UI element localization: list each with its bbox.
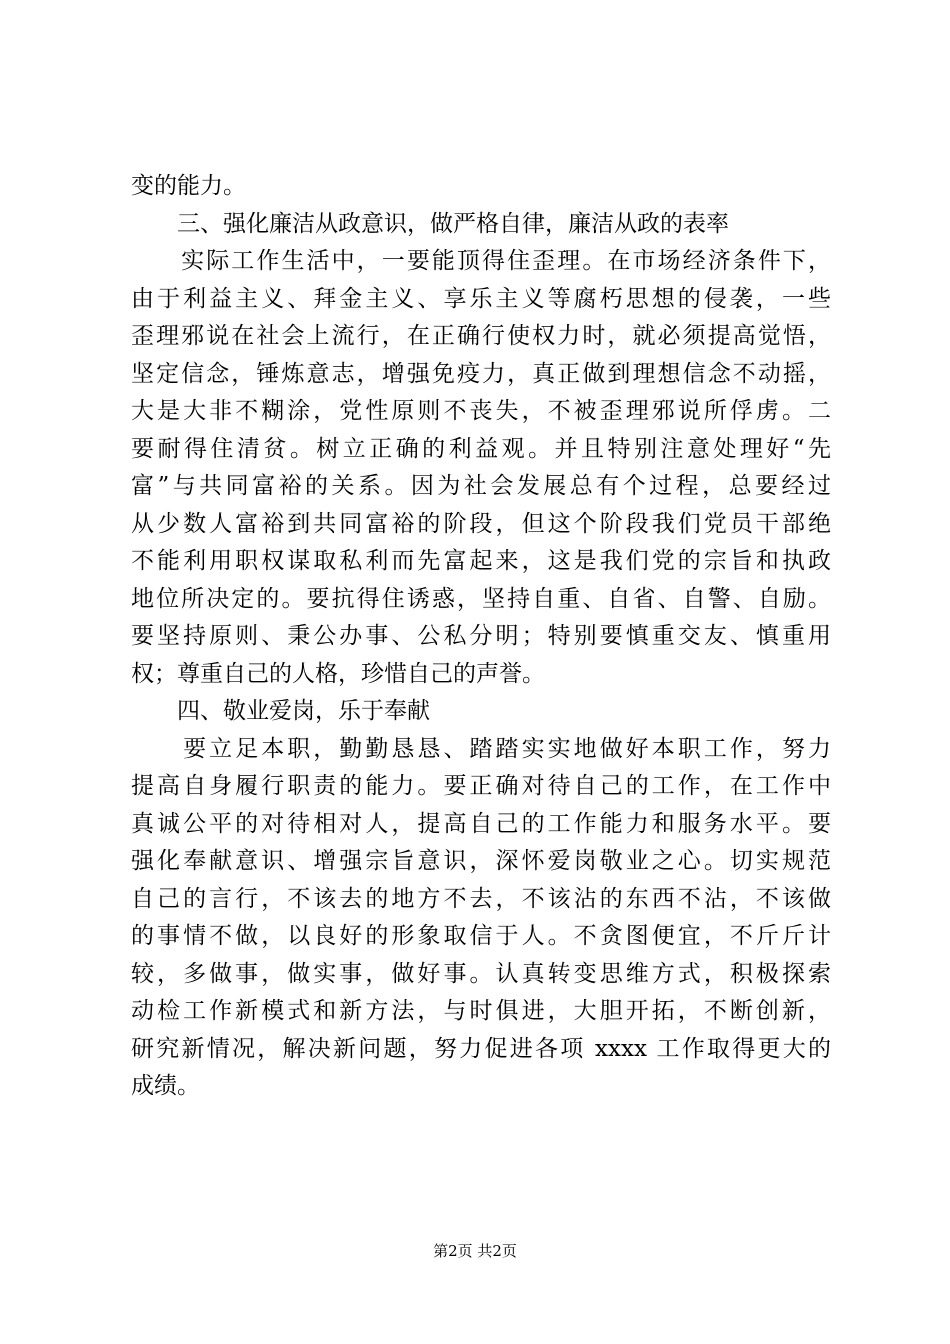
text-line: 要耐得住清贫。树立正确的利益观。并且特别注意处理好“先 bbox=[131, 435, 831, 462]
text-line: 动检工作新模式和新方法，与时俱进，大胆开拓，不断创新， bbox=[131, 998, 831, 1024]
text-line: 较，多做事，做实事，做好事。认真转变思维方式，积极探索 bbox=[131, 960, 831, 987]
text-line: 成绩。 bbox=[131, 1073, 200, 1099]
text-line: 歪理邪说在社会上流行，在正确行使权力时，就必须提高觉悟， bbox=[131, 323, 831, 349]
text-line: 三、强化廉洁从政意识，做严格自律，廉洁从政的表率 bbox=[131, 210, 729, 237]
text-line: 研究新情况，解决新问题，努力促进各项 xxxx 工作取得更大的 bbox=[131, 1035, 831, 1062]
text-line: 地位所决定的。要抗得住诱惑，坚持自重、自省、自警、自励。 bbox=[131, 585, 831, 612]
text-line: 从少数人富裕到共同富裕的阶段，但这个阶段我们党员干部绝 bbox=[131, 510, 831, 537]
text-line: 强化奉献意识、增强宗旨意识，深怀爱岗敬业之心。切实规范 bbox=[131, 848, 831, 874]
text-line: 大是大非不糊涂，党性原则不丧失，不被歪理邪说所俘虏。二 bbox=[131, 398, 831, 424]
text-line: 富”与共同富裕的关系。因为社会发展总有个过程，总要经过 bbox=[131, 473, 831, 499]
text-line: 实际工作生活中，一要能顶得住歪理。在市场经济条件下， bbox=[131, 248, 831, 274]
text-line: 四、敬业爱岗，乐于奉献 bbox=[131, 698, 430, 724]
text-line: 提高自身履行职责的能力。要正确对待自己的工作，在工作中 bbox=[131, 773, 831, 799]
text-line: 要立足本职，勤勤恳恳、踏踏实实地做好本职工作，努力 bbox=[131, 735, 831, 762]
text-line: 权；尊重自己的人格，珍惜自己的声誉。 bbox=[131, 660, 545, 687]
text-line: 自己的言行，不该去的地方不去，不该沾的东西不沾，不该做 bbox=[131, 885, 831, 912]
text-line: 由于利益主义、拜金主义、享乐主义等腐朽思想的侵袭，一些 bbox=[131, 285, 831, 312]
page-footer: 第2页 共2页 bbox=[433, 1242, 517, 1260]
text-line: 坚定信念，锤炼意志，增强免疫力，真正做到理想信念不动摇， bbox=[131, 360, 831, 387]
text-line: 要坚持原则、秉公办事、公私分明；特别要慎重交友、慎重用 bbox=[131, 623, 831, 649]
text-line: 真诚公平的对待相对人，提高自己的工作能力和服务水平。要 bbox=[131, 810, 831, 837]
body-text bbox=[131, 168, 831, 1106]
text-line: 变的能力。 bbox=[131, 173, 246, 199]
text-line: 不能利用职权谋取私利而先富起来，这是我们党的宗旨和执政 bbox=[131, 548, 831, 574]
text-line: 的事情不做，以良好的形象取信于人。不贪图便宜，不斤斤计 bbox=[131, 923, 831, 949]
